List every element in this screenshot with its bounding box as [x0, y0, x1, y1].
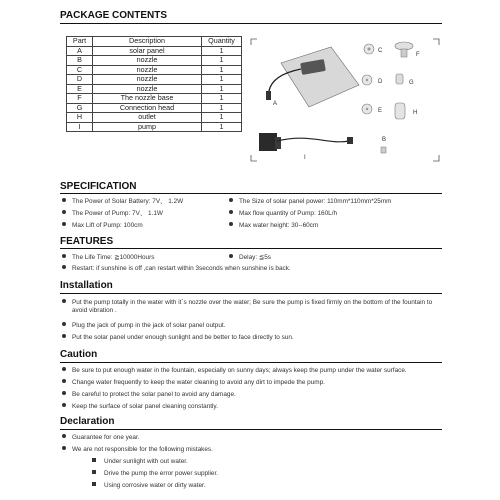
header-part: Part [67, 37, 93, 47]
spec-text: Max flow quantity of Pump: 160L/h [239, 210, 338, 217]
bullet-icon [62, 210, 66, 214]
part-cell: E [67, 84, 93, 94]
spec-text: The Power of Solar Battery: 7V、 1.2W [72, 198, 184, 205]
square-bullet-icon [92, 458, 96, 462]
caution-rule [60, 362, 442, 363]
part-cell: F [67, 94, 93, 104]
bullet-icon [62, 379, 66, 383]
bullet-icon [229, 198, 233, 202]
header-description: Description [93, 37, 202, 47]
installation-item [62, 322, 225, 330]
feature-text: The Life Time: ≧10000Hours [72, 254, 155, 261]
pump-illustration [259, 133, 353, 151]
diagram-label-b: B [382, 137, 387, 143]
part-cell: H [67, 113, 93, 123]
nozzle-base-f-illustration [395, 42, 413, 57]
table-row [67, 84, 242, 94]
declaration-subtext: Drive the pump the error power supplier. [104, 470, 219, 477]
table-row [67, 75, 242, 85]
description-cell: The nozzle base [93, 94, 202, 104]
feature-delay [229, 254, 271, 262]
caution-text: Be sure to put enough water in the fountain, especially on sunny days; always keep the pump under the water surface. [72, 367, 407, 374]
table-row [67, 113, 242, 123]
connection-head-g-illustration [396, 74, 403, 84]
bullet-icon [62, 254, 66, 258]
description-cell: Connection head [93, 103, 202, 113]
outlet-h-illustration [395, 103, 405, 119]
table-row [67, 94, 242, 104]
caution-text: Keep the surface of solar panel cleaning constantly. [72, 403, 218, 410]
caution-text: Be careful to protect the solar panel to avoid any damage. [72, 391, 236, 398]
description-cell: outlet [93, 113, 202, 123]
feature-text: Restart: if sunshine is off ,can restart within 3seconds when sunshine is back. [72, 265, 291, 272]
quantity-cell: 1 [202, 113, 242, 123]
square-bullet-icon [92, 470, 96, 474]
installation-item [62, 334, 294, 342]
spec-text: Max Lift of Pump: 100cm [72, 222, 143, 229]
spec-text: Max water height: 30--60cm [239, 222, 319, 229]
installation-text: Put the solar panel under enough sunlight and be better to face directly to sun. [72, 334, 294, 341]
diagram-label-g: G [409, 80, 414, 86]
table-header-row [67, 37, 242, 47]
feature-restart [62, 265, 291, 273]
quantity-cell: 1 [202, 65, 242, 75]
quantity-cell: 1 [202, 46, 242, 56]
package-contents-heading: PACKAGE CONTENTS [60, 10, 168, 21]
feature-text: Delay: ≦5s [239, 254, 271, 261]
spec-solar-battery-power [62, 198, 183, 206]
features-rule [60, 248, 442, 249]
bullet-icon [62, 367, 66, 371]
bullet-icon [229, 254, 233, 258]
quantity-cell: 1 [202, 84, 242, 94]
diagram-label-a: A [273, 101, 278, 107]
description-cell: nozzle [93, 84, 202, 94]
feature-life-time [62, 254, 154, 262]
description-cell: pump [93, 122, 202, 132]
spec-max-water-height [229, 222, 318, 230]
declaration-heading: Declaration [60, 416, 115, 427]
installation-heading: Installation [60, 280, 113, 291]
diagram-label-i: I [304, 155, 306, 161]
spec-solar-panel-size [229, 198, 392, 206]
installation-rule [60, 293, 442, 294]
square-bullet-icon [92, 482, 96, 486]
description-cell: solar panel [93, 46, 202, 56]
caution-item [62, 379, 325, 387]
diagram-label-f: F [416, 52, 420, 58]
installation-text: Put the pump totally in the water with itˋs nozzle over the water; Be sure the pump is fixed firmly on the bottom of the fountain to avoid vibration . [72, 299, 433, 314]
declaration-subitem [92, 470, 218, 478]
bullet-icon [62, 198, 66, 202]
nozzle-b-illustration [381, 147, 386, 153]
part-cell: D [67, 75, 93, 85]
bullet-icon [62, 334, 66, 338]
header-quantity: Quantity [202, 37, 242, 47]
installation-item [62, 299, 442, 315]
declaration-subitem [92, 458, 188, 466]
declaration-item [62, 446, 213, 454]
description-cell: nozzle [93, 56, 202, 66]
bullet-icon [62, 391, 66, 395]
table-row [67, 46, 242, 56]
diagram-label-e: E [378, 108, 383, 114]
bullet-icon [62, 222, 66, 226]
caution-text: Change water frequently to keep the water cleaning to avoid any dirt to impede the pump. [72, 379, 325, 386]
installation-text: Plug the jack of pump in the jack of solar panel output. [72, 322, 226, 329]
bullet-icon [62, 265, 66, 269]
nozzle-e-illustration [362, 104, 372, 114]
spec-text: The Size of solar panel power: 110mm*110mm*25mm [239, 198, 392, 205]
part-cell: G [67, 103, 93, 113]
specification-heading: SPECIFICATION [60, 181, 137, 192]
diagram-label-h: H [413, 110, 418, 116]
spec-text: The Power of Pump: 7V、 1.1W [72, 210, 163, 217]
caution-item [62, 391, 236, 399]
declaration-text: We are not responsible for the following mistakes. [72, 446, 213, 453]
part-cell: C [67, 65, 93, 75]
table-row [67, 122, 242, 132]
declaration-subitem [92, 482, 206, 490]
bullet-icon [62, 403, 66, 407]
caution-item [62, 403, 218, 411]
quantity-cell: 1 [202, 103, 242, 113]
part-cell: B [67, 56, 93, 66]
package-contents-table [66, 36, 242, 132]
parts-diagram [249, 37, 441, 163]
declaration-text: Guarantee for one year. [72, 434, 140, 441]
nozzle-d-illustration [362, 75, 372, 85]
caution-heading: Caution [60, 349, 98, 360]
quantity-cell: 1 [202, 75, 242, 85]
bullet-icon [62, 434, 66, 438]
table-row [67, 103, 242, 113]
description-cell: nozzle [93, 75, 202, 85]
declaration-item [62, 434, 140, 442]
description-cell: nozzle [93, 65, 202, 75]
specification-rule [60, 193, 442, 194]
package-contents-rule [60, 23, 442, 24]
quantity-cell: 1 [202, 122, 242, 132]
spec-pump-power [62, 210, 163, 218]
bullet-icon [62, 446, 66, 450]
bullet-icon [229, 210, 233, 214]
table-row [67, 65, 242, 75]
nozzle-c-illustration [364, 44, 374, 54]
solar-panel-illustration [266, 47, 359, 107]
quantity-cell: 1 [202, 56, 242, 66]
spec-max-flow [229, 210, 337, 218]
table-row [67, 56, 242, 66]
caution-item [62, 367, 407, 375]
bullet-icon [62, 322, 66, 326]
bullet-icon [62, 299, 66, 303]
part-cell: I [67, 122, 93, 132]
quantity-cell: 1 [202, 94, 242, 104]
declaration-rule [60, 429, 442, 430]
declaration-subtext: Using corrosive water or dirty water. [104, 482, 206, 489]
diagram-label-d: D [378, 79, 383, 85]
diagram-label-c: C [378, 48, 383, 54]
features-heading: FEATURES [60, 236, 114, 247]
part-cell: A [67, 46, 93, 56]
spec-max-lift [62, 222, 143, 230]
bullet-icon [229, 222, 233, 226]
declaration-subtext: Under sunlight with out water. [104, 458, 188, 465]
